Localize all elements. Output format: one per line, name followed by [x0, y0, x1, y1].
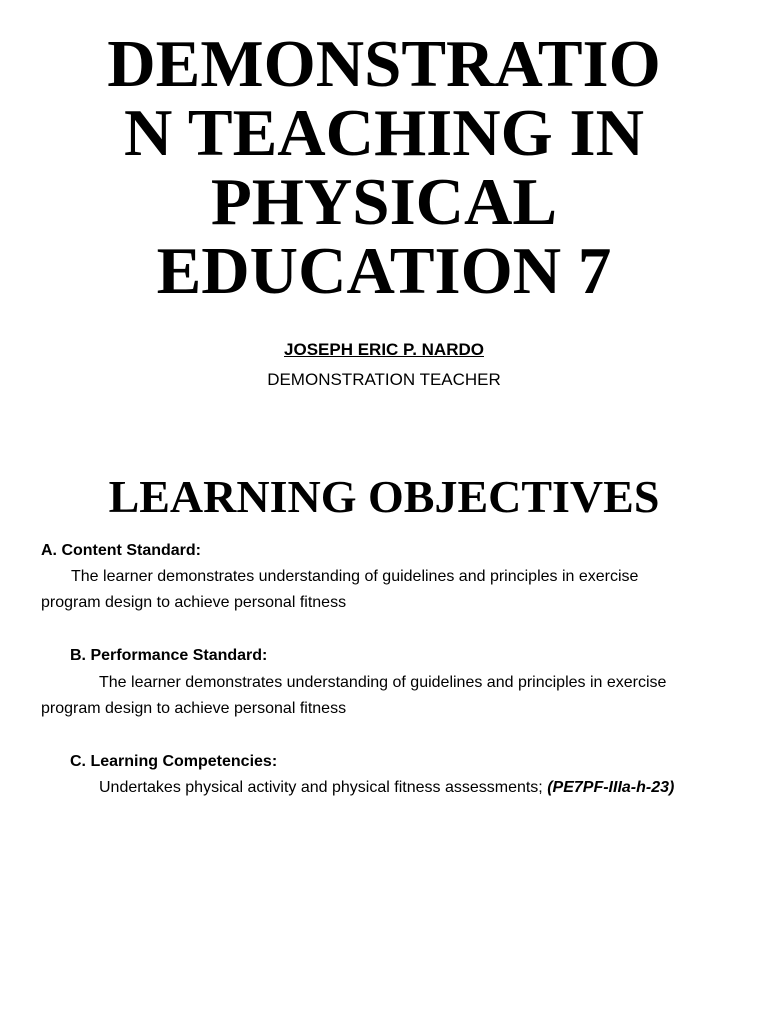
- content-standard-label: A. Content Standard:: [41, 542, 201, 559]
- title-line-4: EDUCATION 7: [156, 234, 612, 308]
- learning-objectives-heading: LEARNING OBJECTIVES: [108, 471, 660, 522]
- content-standard-line-2: program design to achieve personal fitness: [41, 594, 347, 611]
- title-line-1: DEMONSTRATIO: [107, 27, 661, 101]
- teacher-name: JOSEPH ERIC P. NARDO: [284, 340, 484, 359]
- learning-competencies-text: Undertakes physical activity and physical fitness assessments;: [99, 779, 543, 796]
- performance-standard-line-1: The learner demonstrates understanding of guidelines and principles in exercise: [99, 674, 667, 691]
- learning-competencies-label: C. Learning Competencies:: [70, 753, 278, 770]
- performance-standard-label: B. Performance Standard:: [70, 647, 268, 664]
- title-line-3: PHYSICAL: [210, 165, 558, 239]
- content-standard-line-1: The learner demonstrates understanding of guidelines and principles in exercise: [71, 568, 639, 585]
- teacher-role: DEMONSTRATION TEACHER: [267, 370, 501, 389]
- learning-competencies-line: [99, 775, 674, 801]
- document-title: [0, 27, 768, 308]
- competency-code: (PE7PF-IIIa-h-23): [547, 779, 675, 796]
- title-line-2: N TEACHING IN: [124, 96, 644, 170]
- performance-standard-line-2: program design to achieve personal fitness: [41, 700, 347, 717]
